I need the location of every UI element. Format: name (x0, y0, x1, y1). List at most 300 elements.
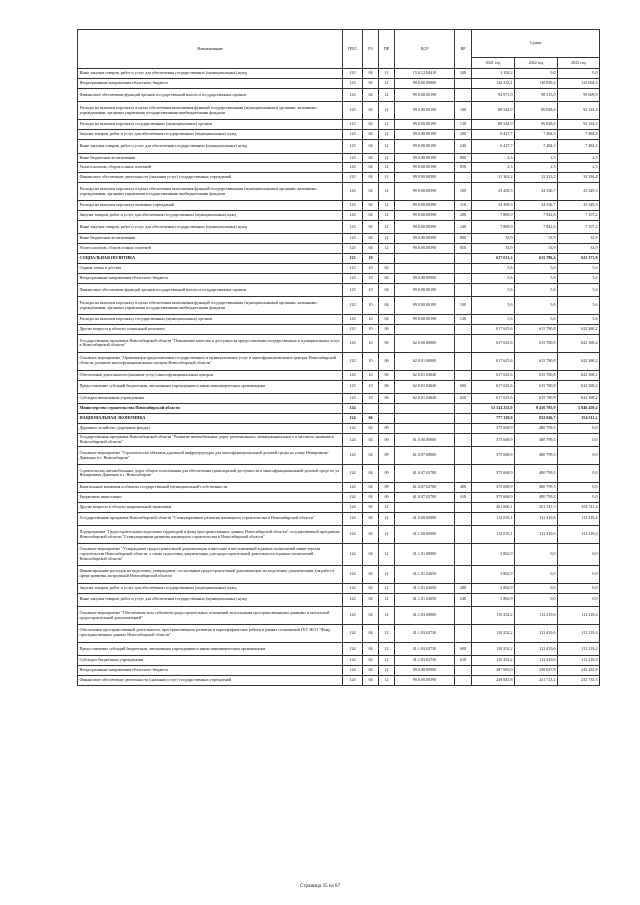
row-rz: 04 (363, 173, 379, 183)
row-name: Субсидии автономным учреждениям (78, 394, 343, 404)
row-grbs: 123 (343, 78, 363, 88)
row-sum-2021: 7 869,0 (472, 220, 515, 234)
row-name: Уплата налогов, сборов и иных платежей (78, 163, 343, 173)
row-sum-2023: 33,9 (558, 244, 600, 254)
row-sum-2022: 33,9 (515, 234, 558, 244)
row-csr: 15.0.12.04410 (395, 69, 455, 79)
row-grbs: 123 (343, 220, 363, 234)
row-vr: 240 (455, 220, 472, 234)
row-sum-2022: 2,3 (515, 163, 558, 173)
row-sum-2023: 7 484,3 (558, 139, 600, 153)
row-csr: 62.0.01.04640 (395, 394, 455, 404)
row-sum-2023: 99 609,9 (558, 88, 600, 102)
row-name: Закупка товаров, работ и услуг для обеспечения государственных (муниципальных) нужд (78, 210, 343, 220)
row-rz: 10 (363, 394, 379, 404)
header-grbs: ГРБС (343, 30, 363, 69)
row-vr (455, 78, 472, 88)
row-sum-2022: 351 247,5 (515, 502, 558, 512)
row-csr: 62.0.00.00000 (395, 335, 455, 353)
row-sum-2021: 3 802,9 (472, 543, 515, 565)
row-sum-2023: 0,0 (558, 465, 600, 483)
header-vr: ВР (455, 30, 472, 69)
row-csr: 99.0.00.00190 (395, 163, 455, 173)
row-name: Основное мероприятие "Строительство объектов дорожной инфраструктуры для многофункциональной деловой среды на улице Немировича-Данченко в г. Новосибирске" (78, 447, 343, 465)
row-grbs: 124 (343, 526, 363, 544)
row-vr (455, 273, 472, 283)
row-sum-2022: 615 780,8 (515, 394, 558, 404)
row-csr: 41.1.00.00000 (395, 526, 455, 544)
row-name: СОЦИАЛЬНАЯ ПОЛИТИКА (78, 254, 343, 264)
row-vr: 600 (455, 380, 472, 394)
row-name: Иные бюджетные ассигнования (78, 153, 343, 163)
row-csr: 41.1.01.00000 (395, 543, 455, 565)
row-name: Финансовое обеспечение деятельности (оказания услуг) государственных учреждений (78, 676, 343, 686)
row-grbs: 124 (343, 666, 363, 676)
row-rz: 04 (363, 482, 379, 492)
row-rz: 04 (363, 624, 379, 642)
row-name: Другие вопросы в области социальной политики (78, 325, 343, 335)
table-row (78, 607, 600, 625)
row-rz: 04 (363, 526, 379, 544)
table-row (78, 502, 600, 512)
row-vr: 850 (455, 244, 472, 254)
row-csr: 99.0.00.00000 (395, 273, 455, 283)
row-vr: 120 (455, 120, 472, 130)
row-rz: 10 (363, 297, 379, 315)
table-row (78, 423, 600, 433)
row-sum-2022: 5,6 (515, 273, 558, 283)
row-csr: 99.0.00.00590 (395, 201, 455, 211)
row-vr: 100 (455, 102, 472, 120)
budget-table (77, 29, 600, 686)
row-sum-2023: 0,0 (558, 447, 600, 465)
row-sum-2022: 2,3 (515, 153, 558, 163)
row-vr (455, 352, 472, 370)
row-vr (455, 666, 472, 676)
row-name: Государственная программа Новосибирской области "Стимулирование развития жилищного строительства в Новосибирской области" (78, 512, 343, 526)
row-sum-2021: 5,6 (472, 264, 515, 274)
row-grbs: 124 (343, 676, 363, 686)
table-row (78, 656, 600, 666)
row-sum-2023: 25 249,3 (558, 183, 600, 201)
row-sum-2023: 5,6 (558, 283, 600, 297)
row-sum-2022: 112 419,6 (515, 512, 558, 526)
row-grbs: 123 (343, 69, 363, 79)
row-sum-2021: 94 971,9 (472, 88, 515, 102)
table-row (78, 492, 600, 502)
row-pr: 06 (379, 380, 395, 394)
row-vr (455, 465, 472, 483)
row-vr: 120 (455, 315, 472, 325)
row-rz: 04 (363, 78, 379, 88)
row-sum-2022: 130 828,2 (515, 78, 558, 88)
row-vr (455, 423, 472, 433)
row-sum-2022: 7 842,6 (515, 210, 558, 220)
row-csr (395, 502, 455, 512)
table-row (78, 403, 600, 413)
row-vr: 100 (455, 297, 472, 315)
row-pr: 04 (379, 283, 395, 297)
table-body (78, 69, 600, 686)
row-csr: 99.0.00.00190 (395, 283, 455, 297)
row-sum-2021: 2,3 (472, 163, 515, 173)
row-pr (379, 413, 395, 423)
row-pr: 04 (379, 315, 395, 325)
table-row (78, 139, 600, 153)
row-grbs: 124 (343, 433, 363, 447)
row-grbs: 124 (343, 583, 363, 593)
row-sum-2022: 112 419,6 (515, 642, 558, 656)
row-pr: 04 (379, 297, 395, 315)
row-csr: 61.0.07.02780 (395, 492, 455, 502)
row-sum-2022: 112 419,6 (515, 526, 558, 544)
row-vr (455, 624, 472, 642)
row-vr: 800 (455, 234, 472, 244)
row-sum-2021: 375 668,9 (472, 447, 515, 465)
row-sum-2023: 622 373,8 (558, 254, 600, 264)
row-sum-2021: 617 625,6 (472, 380, 515, 394)
row-sum-2022: 480 799,3 (515, 423, 558, 433)
row-sum-2021: 110 252,2 (472, 624, 515, 642)
row-grbs: 123 (343, 335, 363, 353)
row-pr: 12 (379, 583, 395, 593)
row-csr: 99.0.00.00590 (395, 220, 455, 234)
row-name: Основное мероприятие "Утверждение градостроительной документации и внесение в нее изменений в рамках полномочий министерства строительства Новосибирской области, а также подготовка документации для градостроительной деятельности в рамках полномочий Новосибирской области" (78, 543, 343, 565)
row-grbs: 123 (343, 201, 363, 211)
row-rz: 04 (363, 153, 379, 163)
row-sum-2022: 7 484,3 (515, 139, 558, 153)
row-vr (455, 543, 472, 565)
row-sum-2023: 112 218,4 (558, 526, 600, 544)
row-grbs: 124 (343, 413, 363, 423)
row-csr: 41.1.03.00000 (395, 607, 455, 625)
row-rz: 04 (363, 593, 379, 607)
row-pr: 06 (379, 335, 395, 353)
row-grbs: 124 (343, 543, 363, 565)
row-vr: 400 (455, 482, 472, 492)
row-sum-2021: 110 252,2 (472, 656, 515, 666)
row-grbs: 123 (343, 210, 363, 220)
row-name: НАЦИОНАЛЬНАЯ ЭКОНОМИКА (78, 413, 343, 423)
row-grbs: 123 (343, 352, 363, 370)
row-vr (455, 283, 472, 297)
row-sum-2023: 0,0 (558, 433, 600, 447)
row-vr: 620 (455, 394, 472, 404)
row-grbs: 123 (343, 394, 363, 404)
row-grbs: 123 (343, 370, 363, 380)
row-vr: 200 (455, 583, 472, 593)
table-row (78, 210, 600, 220)
row-name: Государственная программа Новосибирской области "Повышение качества и доступности предоставления государственных и муниципальных услуг в Новосибирской области" (78, 335, 343, 353)
row-sum-2022: 480 799,3 (515, 482, 558, 492)
row-name: Охрана семьи и детства (78, 264, 343, 274)
row-sum-2023: 0,0 (558, 543, 600, 565)
row-name: Непрограммные направления областного бюджета (78, 273, 343, 283)
row-rz: 04 (363, 433, 379, 447)
table-row (78, 201, 600, 211)
row-pr: 12 (379, 502, 395, 512)
row-csr: 41.1.01.02650 (395, 565, 455, 583)
row-pr: 09 (379, 492, 395, 502)
table-header (78, 30, 600, 69)
row-csr: 99.0.00.00190 (395, 120, 455, 130)
row-name: Другие вопросы в области национальной экономики (78, 502, 343, 512)
row-vr: 600 (455, 642, 472, 656)
row-grbs: 123 (343, 297, 363, 315)
row-vr: 100 (455, 183, 472, 201)
table-row (78, 512, 600, 526)
row-name: Капитальные вложения в объекты государственной (муниципальной) собственности (78, 482, 343, 492)
row-sum-2021: 617 625,6 (472, 325, 515, 335)
row-rz: 10 (363, 325, 379, 335)
row-name: Основное мероприятие "Обеспечение всех субъектов градостроительных отношений актуальными пространственными данными и актуальной градостроительной документацией" (78, 607, 343, 625)
row-sum-2021: 110 252,2 (472, 642, 515, 656)
row-rz: 04 (363, 183, 379, 201)
row-grbs: 123 (343, 325, 363, 335)
row-csr: 61.0.00.00000 (395, 433, 455, 447)
table-row (78, 153, 600, 163)
table-row (78, 254, 600, 264)
row-name: Финансовое обеспечение функций органов государственной власти и государственных органов (78, 283, 343, 297)
row-pr: 12 (379, 139, 395, 153)
row-sum-2023: 92 124,3 (558, 102, 600, 120)
row-vr: 240 (455, 69, 472, 79)
row-pr: 09 (379, 465, 395, 483)
row-pr (379, 254, 395, 264)
table-row (78, 273, 600, 283)
row-sum-2023: 33,9 (558, 234, 600, 244)
row-pr: 12 (379, 234, 395, 244)
row-grbs: 124 (343, 565, 363, 583)
table-row (78, 352, 600, 370)
row-sum-2021: 3 802,9 (472, 583, 515, 593)
row-csr: 99.0.00.00590 (395, 676, 455, 686)
row-name: Строительство автомобильных дорог общего пользования для обеспечения транспортной доступности к многофункциональной деловой среде по ул. Немировича-Данченко в г. Новосибирске (78, 465, 343, 483)
row-name: Министерство строительства Новосибирской области (78, 403, 343, 413)
row-grbs: 124 (343, 447, 363, 465)
row-name: Иные бюджетные ассигнования (78, 234, 343, 244)
row-name: Обеспечение пространственной деятельности, пространственного развития и картографические работы в рамках полномочий ГБУ НСО "Фонд пространственных данных Новосибирской области" (78, 624, 343, 642)
row-sum-2022: 90 828,4 (515, 120, 558, 130)
row-rz: 10 (363, 264, 379, 274)
row-csr: 99.0.00.00190 (395, 139, 455, 153)
row-sum-2021: 5,6 (472, 315, 515, 325)
row-sum-2023: 112 218,4 (558, 512, 600, 526)
row-sum-2021: 31 361,2 (472, 173, 515, 183)
row-vr (455, 676, 472, 686)
row-sum-2022: 615 780,8 (515, 335, 558, 353)
row-sum-2023: 232 735,5 (558, 676, 600, 686)
row-csr: 99.0.00.00590 (395, 234, 455, 244)
row-sum-2021: 5,6 (472, 283, 515, 297)
row-vr (455, 433, 472, 447)
row-name: Основное мероприятие "Организация предоставления государственных и муниципальных услуг в многофункциональных центрах Новосибирской области, развитие многофункциональных центров Новосибирской области" (78, 352, 343, 370)
row-sum-2023: 5 846 459,2 (558, 403, 600, 413)
row-pr: 12 (379, 201, 395, 211)
table-row (78, 370, 600, 380)
row-pr: 06 (379, 352, 395, 370)
table-row (78, 120, 600, 130)
row-sum-2023: 622 368,2 (558, 325, 600, 335)
row-sum-2022: 112 419,6 (515, 624, 558, 642)
row-sum-2021: 287 605,0 (472, 666, 515, 676)
row-grbs: 124 (343, 593, 363, 607)
row-sum-2021: 249 845,8 (472, 676, 515, 686)
row-sum-2022: 615 786,4 (515, 254, 558, 264)
table-row (78, 465, 600, 483)
row-sum-2021: 617 625,6 (472, 352, 515, 370)
row-pr: 06 (379, 325, 395, 335)
row-name: Иные закупки товаров, работ и услуг для обеспечения государственных (муниципальных) нужд (78, 139, 343, 153)
row-sum-2022: 615 780,8 (515, 325, 558, 335)
row-sum-2023: 5,6 (558, 264, 600, 274)
row-sum-2022: 0,0 (515, 593, 558, 607)
row-vr (455, 335, 472, 353)
row-name: Финансовое обеспечение функций органов государственной власти и государственных органов (78, 88, 343, 102)
row-sum-2021: 617 625,6 (472, 370, 515, 380)
table-row (78, 102, 600, 120)
table-row (78, 543, 600, 565)
row-rz: 04 (363, 666, 379, 676)
table-row (78, 676, 600, 686)
row-sum-2021: 375 668,9 (472, 433, 515, 447)
row-vr (455, 370, 472, 380)
row-sum-2022: 0,0 (515, 583, 558, 593)
row-csr (395, 403, 455, 413)
row-rz: 04 (363, 413, 379, 423)
row-vr: 200 (455, 130, 472, 140)
row-sum-2023: 0,0 (558, 492, 600, 502)
row-sum-2021: 114 055,1 (472, 512, 515, 526)
row-rz: 10 (363, 380, 379, 394)
row-sum-2023: 2,3 (558, 153, 600, 163)
row-sum-2022: 5,6 (515, 315, 558, 325)
row-pr: 12 (379, 543, 395, 565)
row-rz: 04 (363, 220, 379, 234)
row-pr: 12 (379, 210, 395, 220)
row-sum-2023: 2,3 (558, 163, 600, 173)
row-grbs: 123 (343, 153, 363, 163)
row-vr (455, 403, 472, 413)
row-sum-2022: 7 484,3 (515, 130, 558, 140)
row-sum-2021: 375 668,9 (472, 423, 515, 433)
table-row (78, 234, 600, 244)
row-rz: 04 (363, 512, 379, 526)
row-rz: 10 (363, 370, 379, 380)
row-sum-2021: 375 668,9 (472, 465, 515, 483)
row-grbs: 123 (343, 380, 363, 394)
table-row (78, 264, 600, 274)
row-vr (455, 607, 472, 625)
row-sum-2022: 480 799,3 (515, 492, 558, 502)
row-pr: 12 (379, 656, 395, 666)
row-rz: 04 (363, 244, 379, 254)
row-rz: 04 (363, 234, 379, 244)
row-sum-2021: 110 252,2 (472, 607, 515, 625)
row-csr: 99.0.00.00190 (395, 102, 455, 120)
header-year-2021: 2021 год (472, 58, 515, 69)
row-sum-2022: 615 780,8 (515, 352, 558, 370)
row-grbs: 123 (343, 315, 363, 325)
row-pr: 12 (379, 607, 395, 625)
row-grbs: 124 (343, 607, 363, 625)
row-sum-2021: 5,6 (472, 297, 515, 315)
row-rz: 04 (363, 423, 379, 433)
header-sum: Сумма (472, 30, 600, 58)
row-rz: 04 (363, 583, 379, 593)
table-row (78, 593, 600, 607)
row-csr: 61.0.07.00000 (395, 447, 455, 465)
row-pr: 12 (379, 526, 395, 544)
row-pr: 12 (379, 220, 395, 234)
row-csr: 41.1.03.02730 (395, 656, 455, 666)
row-pr: 12 (379, 78, 395, 88)
row-pr: 12 (379, 666, 395, 676)
row-csr: 62.0.01.04640 (395, 370, 455, 380)
header-pr: ПР (379, 30, 395, 69)
row-vr (455, 565, 472, 583)
row-sum-2021: 401 660,1 (472, 502, 515, 512)
row-sum-2022: 480 799,3 (515, 447, 558, 465)
page-number: Страница 35 из 87 (299, 883, 341, 889)
table-row (78, 315, 600, 325)
row-grbs: 124 (343, 465, 363, 483)
table-row (78, 220, 600, 234)
row-sum-2023: 354 511,2 (558, 413, 600, 423)
table-row (78, 78, 600, 88)
row-sum-2021: 3 802,9 (472, 593, 515, 607)
row-csr: 99.0.00.00190 (395, 297, 455, 315)
row-sum-2023: 622 368,2 (558, 352, 600, 370)
row-sum-2022: 5,6 (515, 297, 558, 315)
row-rz: 04 (363, 163, 379, 173)
row-sum-2022: 615 780,8 (515, 380, 558, 394)
row-grbs: 123 (343, 273, 363, 283)
row-grbs: 123 (343, 139, 363, 153)
row-pr: 12 (379, 88, 395, 102)
row-name: Финансовое обеспечение деятельности (оказания услуг) государственных учреждений (78, 173, 343, 183)
row-vr (455, 88, 472, 102)
row-sum-2022: 112 419,6 (515, 656, 558, 666)
row-pr: 12 (379, 244, 395, 254)
row-rz: 04 (363, 201, 379, 211)
row-rz: 04 (363, 447, 379, 465)
row-rz: 04 (363, 642, 379, 656)
row-rz: 04 (363, 607, 379, 625)
row-vr (455, 254, 472, 264)
row-rz: 10 (363, 315, 379, 325)
row-sum-2023: 7 107,2 (558, 210, 600, 220)
row-name: Обеспечение деятельности (оказание услуг) многофункциональных центров (78, 370, 343, 380)
row-grbs: 124 (343, 642, 363, 656)
row-rz: 04 (363, 130, 379, 140)
row-vr: 240 (455, 593, 472, 607)
table-row (78, 283, 600, 297)
row-vr (455, 173, 472, 183)
row-sum-2022: 0,0 (515, 565, 558, 583)
row-csr (395, 325, 455, 335)
row-name: Уплата налогов, сборов и иных платежей (78, 244, 343, 254)
row-name: Подпрограмма "Градостроительная подготовка территорий и фонд пространственных данных Новосибирской области" государственной программы Новосибирской области "Стимулирование развития жилищного строительства в Новосибирской области" (78, 526, 343, 544)
row-sum-2023: 5,6 (558, 273, 600, 283)
row-rz: 04 (363, 502, 379, 512)
row-sum-2023: 622 368,2 (558, 394, 600, 404)
row-sum-2021: 375 668,9 (472, 492, 515, 502)
row-grbs: 123 (343, 234, 363, 244)
row-vr: 610 (455, 656, 472, 666)
row-grbs: 124 (343, 656, 363, 666)
row-sum-2022: 5,6 (515, 264, 558, 274)
